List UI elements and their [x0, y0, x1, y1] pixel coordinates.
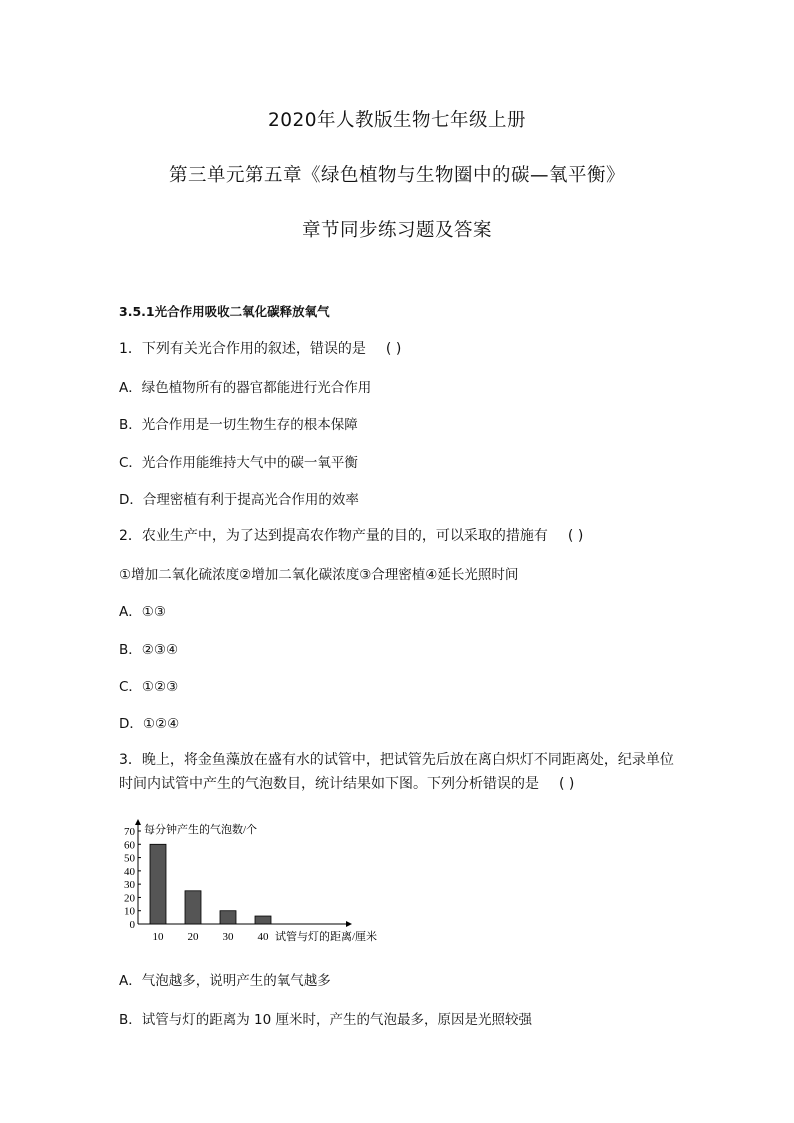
bar [255, 916, 271, 924]
x-tick-label: 40 [257, 931, 269, 943]
bubble-count-bar-chart [110, 812, 400, 946]
question-2-option-b: B．②③④ [119, 642, 179, 658]
question-2-option-c: C．①②③ [119, 679, 179, 695]
y-tick-label: 40 [124, 865, 135, 878]
question-2-choices: ①增加二氧化硫浓度②增加二氧化碳浓度③合理密植④延长光照时间 [119, 567, 519, 583]
answer-paren: ( ) [567, 528, 584, 544]
bar [185, 891, 201, 924]
bar [150, 844, 166, 924]
question-2-text: 2．农业生产中，为了达到提高农作物产量的目的，可以采取的措施有 [119, 528, 548, 544]
y-tick-label: 30 [124, 879, 135, 892]
question-2-stem [119, 525, 583, 545]
question-1-option-b: B．光合作用是一切生物生存的根本保障 [119, 417, 358, 433]
question-2-option-a: A．①③ [119, 604, 166, 620]
y-tick-label: 20 [124, 892, 135, 905]
question-1-option-a: A．绿色植物所有的器官都能进行光合作用 [119, 380, 372, 396]
y-tick-label: 70 [124, 826, 135, 838]
title-line-2: 第三单元第五章《绿色植物与生物圈中的碳—氧平衡》 [168, 165, 625, 186]
title-line-1: 2020年人教版生物七年级上册 [267, 110, 527, 131]
y-tick-label: 0 [129, 919, 135, 931]
y-axis-label: 每分钟产生的气泡数/个 [144, 824, 258, 836]
question-3-option-b: B．试管与灯的距离为 10 厘米时，产生的气泡最多，原因是光照较强 [119, 1012, 533, 1028]
question-2-option-d: D．①②④ [119, 716, 180, 732]
section-title: 3.5.1光合作用吸收二氧化碳释放氧气 [119, 304, 330, 319]
x-axis-arrow [346, 921, 352, 927]
question-1-option-c: C．光合作用能维持大气中的碳一氧平衡 [119, 455, 358, 471]
x-tick-label: 30 [222, 931, 234, 943]
question-3-stem-line-1: 3．晚上，将金鱼藻放在盛有水的试管中，把试管先后放在离白炽灯不同距离处，纪录单位 [119, 752, 674, 768]
y-axis-arrow [135, 819, 141, 825]
x-axis-label: 试管与灯的距离/厘米 [275, 931, 378, 943]
question-1-text: 1．下列有关光合作用的叙述，错误的是 [119, 341, 366, 357]
x-tick-label: 10 [152, 931, 164, 943]
y-tick-label: 60 [124, 839, 135, 852]
answer-paren: ( ) [559, 776, 575, 792]
answer-paren: ( ) [385, 341, 402, 357]
question-1-option-d: D．合理密植有利于提高光合作用的效率 [119, 492, 359, 508]
question-3-stem-line-2 [119, 773, 574, 793]
question-3-text: 时间内试管中产生的气泡数目，统计结果如下图。下列分析错误的是 [119, 776, 539, 792]
question-1-stem [119, 338, 401, 358]
question-3-option-a: A．气泡越多，说明产生的氧气越多 [119, 973, 331, 989]
title-line-3: 章节同步练习题及答案 [301, 220, 492, 241]
y-tick-label: 10 [124, 905, 135, 918]
x-tick-label: 20 [187, 931, 199, 943]
y-tick-label: 50 [124, 852, 135, 865]
bar [220, 911, 236, 924]
